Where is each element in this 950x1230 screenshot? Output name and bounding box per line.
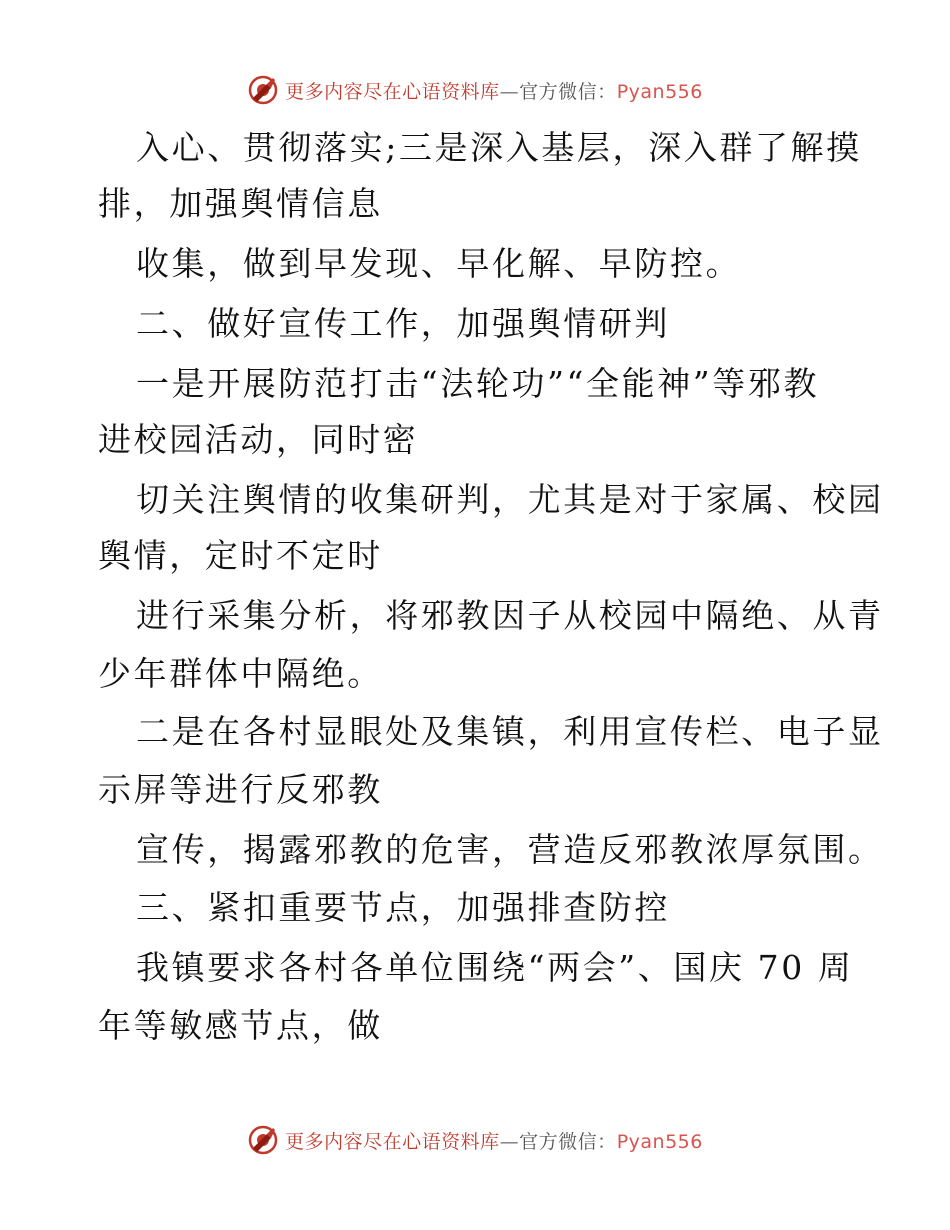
brand-logo-icon: [247, 74, 279, 106]
body-line: 二是在各村显眼处及集镇，利用宣传栏、电子显: [136, 712, 884, 751]
body-line: 排，加强舆情信息: [98, 184, 383, 223]
section-heading: 二、做好宣传工作，加强舆情研判: [136, 304, 670, 343]
header-wechat-id: Pyan556: [616, 80, 703, 103]
header-site-text: 更多内容尽在心语资料库: [285, 80, 500, 103]
body-line: 年等敏感节点，做: [98, 1006, 383, 1045]
footer-separator: —: [499, 1130, 520, 1153]
footer-wechat-id: Pyan556: [616, 1130, 703, 1153]
body-line: 舆情，定时不定时: [98, 536, 383, 575]
section-heading: 三、紧扣重要节点，加强排查防控: [136, 888, 670, 927]
body-line: 入心、贯彻落实;三是深入基层，深入群了解摸: [136, 128, 862, 167]
body-line: 收集，做到早发现、早化解、早防控。: [136, 244, 742, 283]
footer-site-text: 更多内容尽在心语资料库: [285, 1130, 500, 1153]
header-banner: [0, 70, 950, 110]
brand-logo-icon: [247, 1124, 279, 1156]
body-line: 我镇要求各村各单位围绕“两会”、国庆 70 周: [136, 948, 854, 987]
header-wechat-label: 官方微信：: [519, 80, 617, 103]
body-line: 进校园活动，同时密: [98, 420, 419, 459]
body-line: 少年群体中隔绝。: [98, 654, 383, 693]
footer-wechat-label: 官方微信：: [519, 1130, 617, 1153]
header-text: [285, 77, 703, 104]
body-line: 示屏等进行反邪教: [98, 770, 383, 809]
body-line: 切关注舆情的收集研判，尤其是对于家属、校园: [136, 480, 884, 519]
header-separator: —: [499, 80, 520, 103]
footer-text: [285, 1127, 703, 1154]
footer-banner: [0, 1120, 950, 1160]
body-line: 宣传，揭露邪教的危害，营造反邪教浓厚氛围。: [136, 830, 884, 869]
body-line: 一是开展防范打击“法轮功”“全能神”等邪教: [136, 364, 820, 403]
body-line: 进行采集分析，将邪教因子从校园中隔绝、从青: [136, 596, 884, 635]
